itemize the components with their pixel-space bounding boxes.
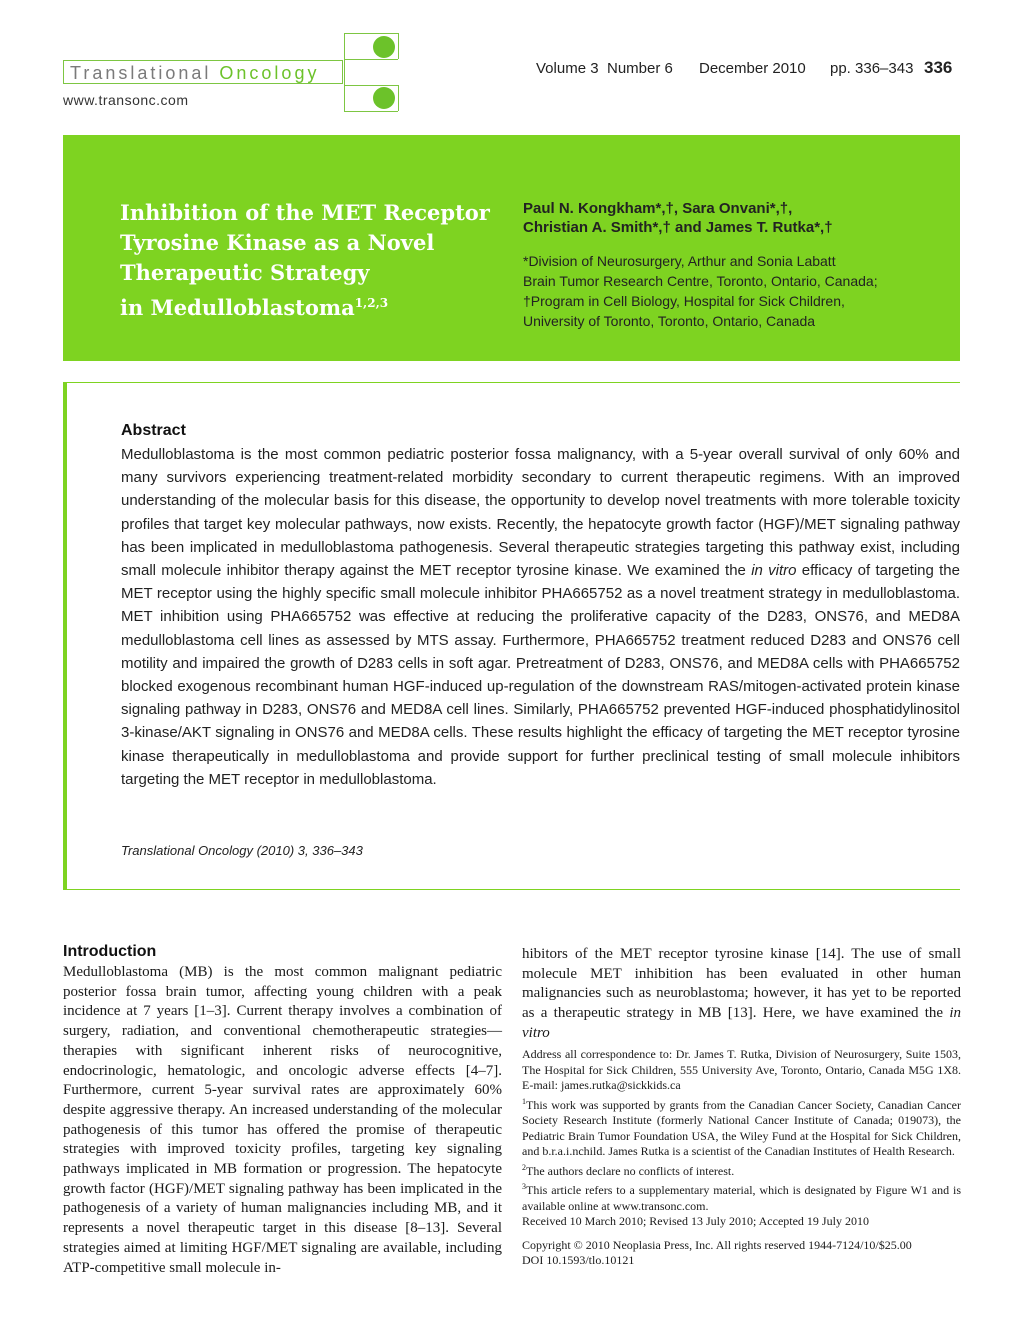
affiliation-line: †Program in Cell Biology, Hospital for Sick Children, [523, 293, 845, 309]
footnote-text: This work was supported by grants from the Canadian Cancer Society, Canadian Cancer Society Research Institute (formerly National Cancer Institute of Canada; 019073), the Pediatric Brain Tumor Foundation USA, the Wiley Fund at the Hospital for Sick Children, and b.r.a.i.nchild. James Rutka is a scientist of the Canadian Institutes of Health Research. [522, 1097, 961, 1158]
abstract-text-part: efficacy of targeting the MET receptor using the highly specific small molecule inhibitor PHA665752 as a novel treatment strategy in medulloblastoma. MET inhibition using PHA665752 was effective at reducing the proliferative capacity of the D283, ONS76, and MED8A medulloblastoma cell lines as assessed by MTS assay. Furthermore, PHA665752 treatment reduced D283 and ONS76 cell motility and impaired the growth of D283 cells in soft agar. Pretreatment of D283, ONS76, and MED8A cells with PHA665752 blocked exogenous recombinant human HGF-induced up-regulation of the downstream RAS/mitogen-activated protein kinase signaling pathway in D283, ONS76 and MED8A cell lines. Similarly, PHA665752 prevented HGF-induced phosphatidylinositol 3-kinase/AKT signaling in ONS76 and MED8A cells. These results highlight the efficacy of targeting the MET receptor tyrosine kinase therapeutically in medulloblastoma and provide support for further preclinical testing of small molecule inhibitors targeting the MET receptor in medulloblastoma. [121, 562, 960, 788]
footnote-mark: 3 [522, 1182, 526, 1191]
title-line: Tyrosine Kinase as a Novel [120, 230, 435, 255]
footnote-2 [522, 1160, 961, 1180]
abstract-text [121, 443, 960, 791]
footnote-mark: 1 [522, 1096, 526, 1106]
received-dates: Received 10 March 2010; Revised 13 July 2010; Accepted 19 July 2010 [522, 1214, 869, 1228]
footnote-mark: 2 [522, 1162, 526, 1172]
footnotes [522, 1047, 961, 1269]
abstract-text-italic: in vitro [751, 562, 797, 580]
logo-divider [344, 33, 345, 112]
title-line: Therapeutic Strategy [120, 260, 370, 285]
footnote-text: This article refers to a supplementary material, which is designated by Figure W1 and is available online at www.transonc.com. [522, 1183, 961, 1213]
abstract-text-part: Medulloblastoma is the most common pediatric posterior fossa malignancy, with a 5-year overall survival of only 60% and many survivors experiencing treatment-related morbidity secondary to current therapeutic regimens. With an improved understanding of the molecular basis for this disease, the opportunity to develop novel treatments with more tolerable toxicity profiles that target key molecular pathways, now exists. Recently, the hepatocyte growth factor (HGF)/MET signaling pathway has been implicated in medulloblastoma pathogenesis. Several therapeutic strategies targeting this pathway exist, including small molecule inhibitor therapy against the MET receptor tyrosine kinase. We examined the [121, 446, 960, 580]
doi-line: DOI 10.1593/tlo.10121 [522, 1253, 635, 1267]
footnote-1 [522, 1094, 961, 1160]
logo-box [63, 60, 343, 84]
logo-grid-line [344, 59, 398, 60]
issue-date: December 2010 [699, 60, 806, 77]
title-line [120, 288, 500, 323]
intro-left-column: Medulloblastoma (MB) is the most common malignant pediatric posterior fossa brain tumor, affecting young children with a peak incidence at 7 years [1–3]. Current therapy involves a combination of surgery, radiation, and conventional chemotherapeutic strategies—therapies with significant inherent risks of neurocognitive, endocrinologic, hematologic, and oncologic adverse effects [4–7]. Furthermore, current 5-year survival rates are approximately 60% despite aggressive therapy. An increased understanding of the molecular pathogenesis of this tumor has offered the promise of therapeutic strategies with improved toxicity profiles, targeting key signaling pathways implicated in MB formation or progression. The hepatocyte growth factor (HGF)/MET signaling pathway has been implicated in the pathogenesis of a variety of human malignancies including MB, and it represents a novel therapeutic target in this disease [8–13]. Several strategies aimed at limiting HGF/MET signaling are available, including ATP-competitive small molecule in- [63, 964, 502, 1276]
intro-right-text: hibitors of the MET receptor tyrosine kinase [14]. The use of small molecule MET inhibition has been evaluated in other human malignancies such as neuroblastoma; however, it has yet to be reported as a therapeutic strategy in MB [13]. Here, we have examined the [522, 946, 961, 1022]
title-footnote-marks: 1,2,3 [354, 296, 389, 310]
affiliation-line: *Division of Neurosurgery, Arthur and Sonia Labatt [523, 253, 836, 269]
affiliation-line: Brain Tumor Research Centre, Toronto, Ontario, Canada; [523, 273, 878, 289]
intro-right-italic: in vitro [522, 1005, 961, 1041]
author-line: Christian A. Smith*,† and James T. Rutka*,† [523, 219, 833, 236]
affiliations [523, 251, 943, 331]
logo-grid-line [344, 33, 398, 34]
logo-grid-line [344, 85, 398, 86]
logo-dot [373, 36, 395, 58]
volume: Volume 3 [536, 60, 599, 77]
article-title [120, 198, 500, 323]
logo-grid [344, 33, 398, 112]
page-range: pp. 336–343 [830, 60, 914, 77]
logo-word-2: Oncology [219, 63, 320, 83]
copyright-line: Copyright © 2010 Neoplasia Press, Inc. All rights reserved 1944-7124/10/$25.00 [522, 1237, 912, 1252]
logo-dot [373, 87, 395, 109]
correspondence-note: Address all correspondence to: Dr. James T. Rutka, Division of Neurosurgery, Suite 1503, The Hospital for Sick Children, 555 University Ave, Toronto, Ontario, Canada M5G 1X8. E-mail: james.rutka@sickkids.ca [522, 1047, 961, 1092]
logo-grid-line [344, 111, 398, 112]
footnote-text: The authors declare no conflicts of interest. [526, 1163, 735, 1178]
affiliation-line: University of Toronto, Toronto, Ontario, Canada [523, 313, 816, 329]
page-number: 336 [924, 58, 953, 77]
title-line-text: in Medulloblastoma [120, 295, 355, 320]
intro-right-column [522, 945, 961, 1044]
author-list [523, 199, 943, 237]
author-line: Paul N. Kongkham*,†, Sara Onvani*,†, [523, 200, 793, 217]
logo-text [70, 63, 319, 84]
intro-heading: Introduction [63, 943, 157, 960]
journal-url[interactable]: www.transonc.com [63, 92, 189, 108]
logo-grid-line [398, 33, 399, 59]
footnote-3 [522, 1179, 961, 1214]
logo-word-1: Translational [70, 63, 212, 83]
issue-number: Number 6 [607, 60, 673, 77]
abstract-heading: Abstract [121, 422, 186, 439]
abstract-citation: Translational Oncology (2010) 3, 336–343 [121, 843, 363, 858]
title-line: Inhibition of the MET Receptor [120, 200, 490, 225]
logo-grid-line [398, 85, 399, 111]
